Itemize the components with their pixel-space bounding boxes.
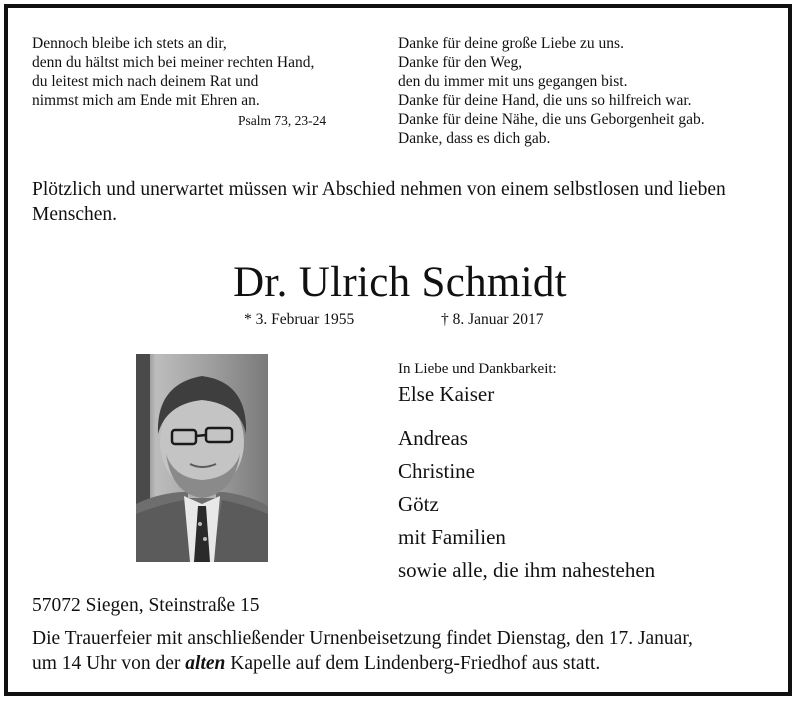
address: 57072 Siegen, Steinstraße 15 — [32, 595, 260, 616]
birth-date: * 3. Februar 1955 — [244, 311, 355, 328]
service-emphasis: alten — [185, 653, 226, 674]
thanks-line: den du immer mit uns gegangen bist. — [398, 73, 628, 90]
service-text: Kapelle auf dem Lindenberg-Friedhof aus statt. — [225, 653, 601, 674]
portrait-illustration — [136, 354, 268, 562]
psalm-line: denn du hältst mich bei meiner rechten Hand, — [32, 54, 315, 71]
psalm-line: du leitest mich nach deinem Rat und — [32, 73, 259, 90]
deceased-name: Dr. Ulrich Schmidt — [233, 259, 567, 306]
thanks-line: Danke für deine große Liebe zu uns. — [398, 35, 624, 52]
psalm-line: nimmst mich am Ende mit Ehren an. — [32, 92, 260, 109]
death-date: † 8. Januar 2017 — [441, 311, 544, 328]
mourner-name: Götz — [398, 492, 439, 516]
thanks-line: Danke, dass es dich gab. — [398, 130, 551, 147]
thanks-line: Danke für deine Hand, die uns so hilfreich war. — [398, 92, 692, 109]
thanks-verse — [398, 34, 705, 148]
mourner-name: mit Familien — [398, 525, 506, 549]
mourners-heading: In Liebe und Dankbarkeit: — [398, 361, 557, 377]
service-details — [32, 626, 693, 676]
psalm-verse — [32, 34, 314, 110]
mourner-list — [398, 422, 655, 587]
service-line-1: Die Trauerfeier mit anschließender Urnenbeisetzung findet Dienstag, den 17. Januar, — [32, 628, 693, 649]
mourner-partner: Else Kaiser — [398, 382, 495, 406]
psalm-line: Dennoch bleibe ich stets an dir, — [32, 35, 227, 52]
service-text: um 14 Uhr von der — [32, 653, 186, 674]
intro-text: Plötzlich und unerwartet müssen wir Abschied nehmen von einem selbstlosen und lieben Menschen. — [32, 179, 726, 225]
mourner-name: Andreas — [398, 426, 468, 450]
service-line-2 — [32, 651, 693, 676]
thanks-line: Danke für den Weg, — [398, 54, 523, 71]
psalm-reference: Psalm 73, 23-24 — [238, 113, 327, 128]
mourner-name: sowie alle, die ihm nahestehen — [398, 558, 656, 582]
mourner-name: Christine — [398, 459, 475, 483]
portrait-photo — [136, 354, 268, 562]
thanks-line: Danke für deine Nähe, die uns Geborgenheit gab. — [398, 111, 705, 128]
